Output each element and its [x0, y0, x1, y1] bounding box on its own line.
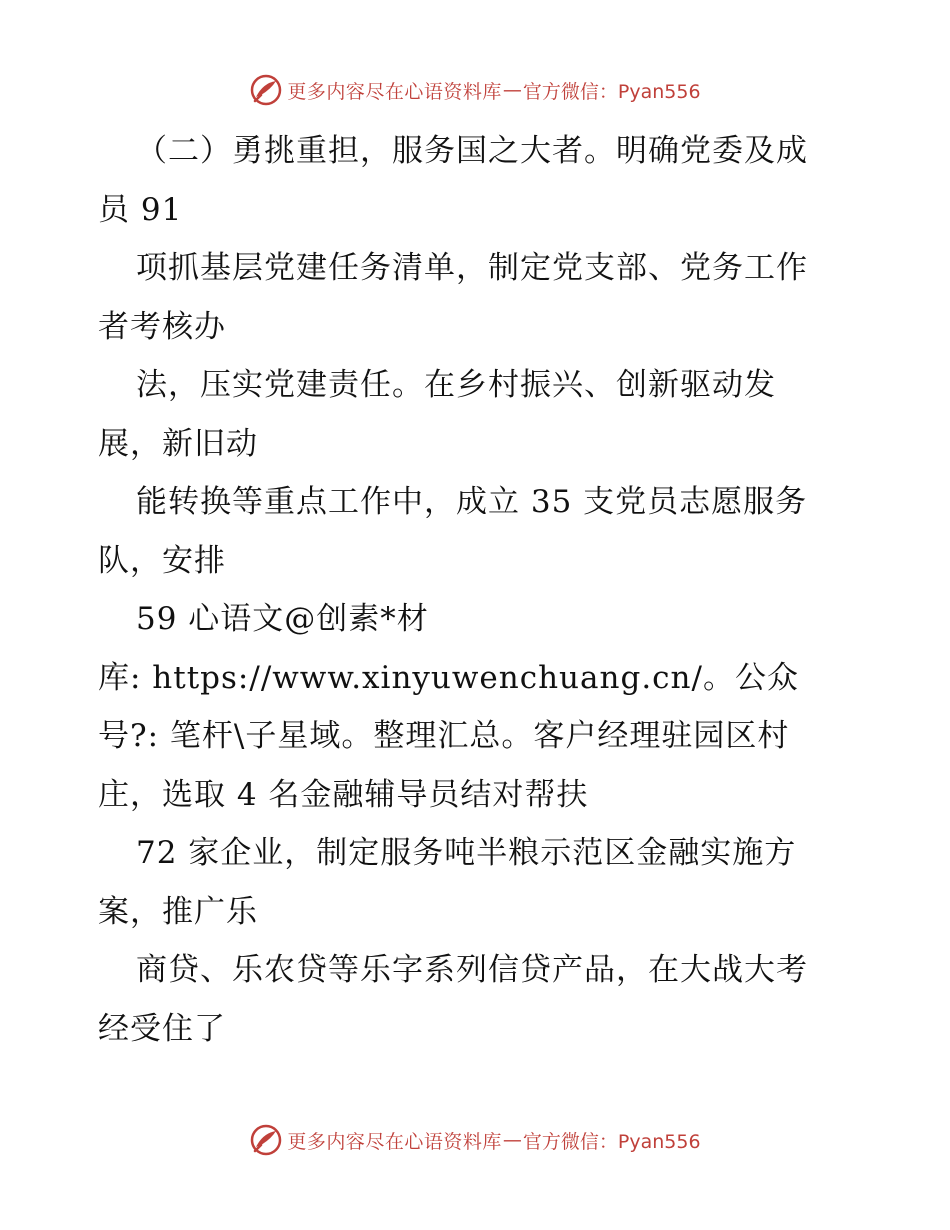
text-line: 庄，选取 4 名金融辅导员结对帮扶	[98, 776, 589, 813]
text-line: 59 心语文@创素*材	[136, 601, 429, 637]
text-line: （二）勇挑重担，服务国之大者。明确党委及成	[136, 133, 808, 169]
document-body	[98, 122, 878, 1058]
text-line: 72 家企业，制定服务吨半粮示范区金融实施方	[136, 835, 797, 871]
banner-contact: 官方微信：Pyan556	[522, 1130, 701, 1153]
banner-separator: —	[502, 79, 522, 101]
banner-text: 更多内容尽在心语资料库	[287, 80, 502, 103]
text-line: 库: https://www.xinyuwenchuang.cn/。公众	[98, 659, 799, 696]
text-line: 队，安排	[98, 542, 226, 579]
text-line: 展，新旧动	[98, 425, 258, 462]
footer-banner	[0, 1120, 950, 1160]
banner-separator: —	[502, 1129, 522, 1151]
text-line: 法，压实党建责任。在乡村振兴、创新驱动发	[136, 367, 776, 403]
pen-logo-icon	[249, 1123, 283, 1157]
text-line: 员 91	[98, 191, 183, 228]
text-line: 商贷、乐农贷等乐字系列信贷产品，在大战大考	[136, 952, 808, 988]
text-line: 能转换等重点工作中，成立 35 支党员志愿服务	[136, 484, 808, 520]
banner-text: 更多内容尽在心语资料库	[287, 1130, 502, 1153]
text-line: 案，推广乐	[98, 893, 258, 930]
pen-logo-icon	[249, 73, 283, 107]
header-banner	[0, 70, 950, 110]
text-line: 项抓基层党建任务清单，制定党支部、党务工作	[136, 250, 808, 286]
text-line: 经受住了	[98, 1010, 226, 1047]
banner-contact: 官方微信：Pyan556	[522, 80, 701, 103]
text-line: 者考核办	[98, 308, 226, 345]
text-line: 号?: 笔杆\子星域。整理汇总。客户经理驻园区村	[98, 718, 790, 754]
